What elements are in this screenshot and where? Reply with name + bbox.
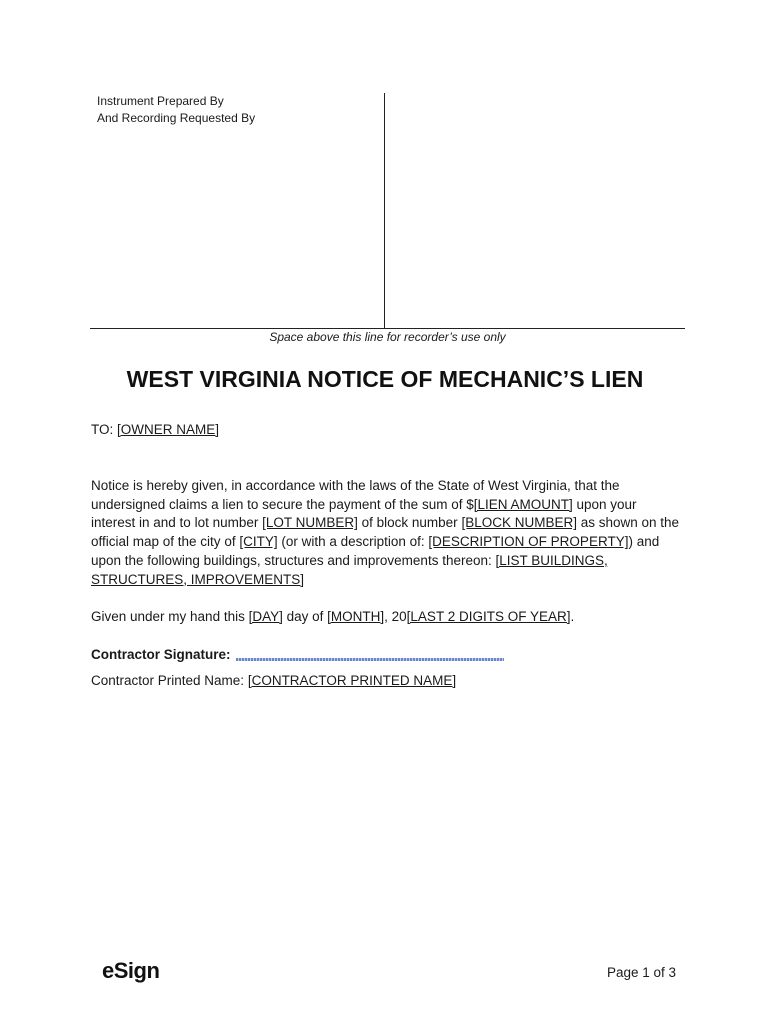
printed-name-field[interactable]: [CONTRACTOR PRINTED NAME] [247,673,457,688]
prepared-by-block [97,93,255,127]
given-text: Given under my hand this [91,609,249,624]
signature-row [91,647,504,662]
notice-text: ) and upon the following buildings, structures and improvements thereon: [91,534,660,568]
to-line [91,422,219,437]
lien-amount-field[interactable]: [LIEN AMOUNT] [473,496,573,512]
owner-name-field[interactable]: [OWNER NAME] [117,422,220,437]
given-line [91,609,574,624]
notice-text: as shown on the official map of the city of [91,515,680,550]
property-description-field[interactable]: [DESCRIPTION OF PROPERTY] [428,534,629,550]
signature-label: Contractor Signature: [91,647,231,662]
prepared-by-line-1: Instrument Prepared By [97,94,224,108]
city-field[interactable]: [CITY] [239,534,278,550]
lot-number-field[interactable]: [LOT NUMBER] [262,515,358,531]
given-text: , 20 [384,609,407,624]
recorder-note: Space above this line for recorder’s use only [269,330,506,344]
day-field[interactable]: [DAY] [248,609,283,624]
given-text: day of [282,609,328,624]
given-text: . [570,609,575,624]
printed-name-label: Contractor Printed Name: [91,673,248,688]
notice-text: (or with a description of: [277,534,429,550]
document-title: WEST VIRGINIA NOTICE OF MECHANIC’S LIEN [126,366,644,392]
notice-text: Notice is hereby given, in accordance with the laws of the State of West Virginia, that the undersigned claims a lien to secure the payment of the sum of $ [91,478,620,512]
notice-paragraph [91,477,683,589]
notice-text: of block number [357,515,462,531]
page-number: Page 1 of 3 [606,965,676,980]
recorder-box-divider [384,93,385,329]
esign-logo: eSign [102,958,160,983]
year-field[interactable]: [LAST 2 DIGITS OF YEAR] [406,609,571,624]
signature-field[interactable] [236,658,504,661]
notice-text: upon your interest in and to lot number [91,496,637,531]
to-label: TO: [91,422,118,437]
month-field[interactable]: [MONTH] [327,609,385,624]
prepared-by-line-2: And Recording Requested By [97,111,256,125]
block-number-field[interactable]: [BLOCK NUMBER] [461,515,577,531]
printed-name-row [91,673,456,688]
improvements-field[interactable]: [LIST BUILDINGS, STRUCTURES, IMPROVEMENTS] [91,552,608,587]
recorder-line [90,328,685,329]
